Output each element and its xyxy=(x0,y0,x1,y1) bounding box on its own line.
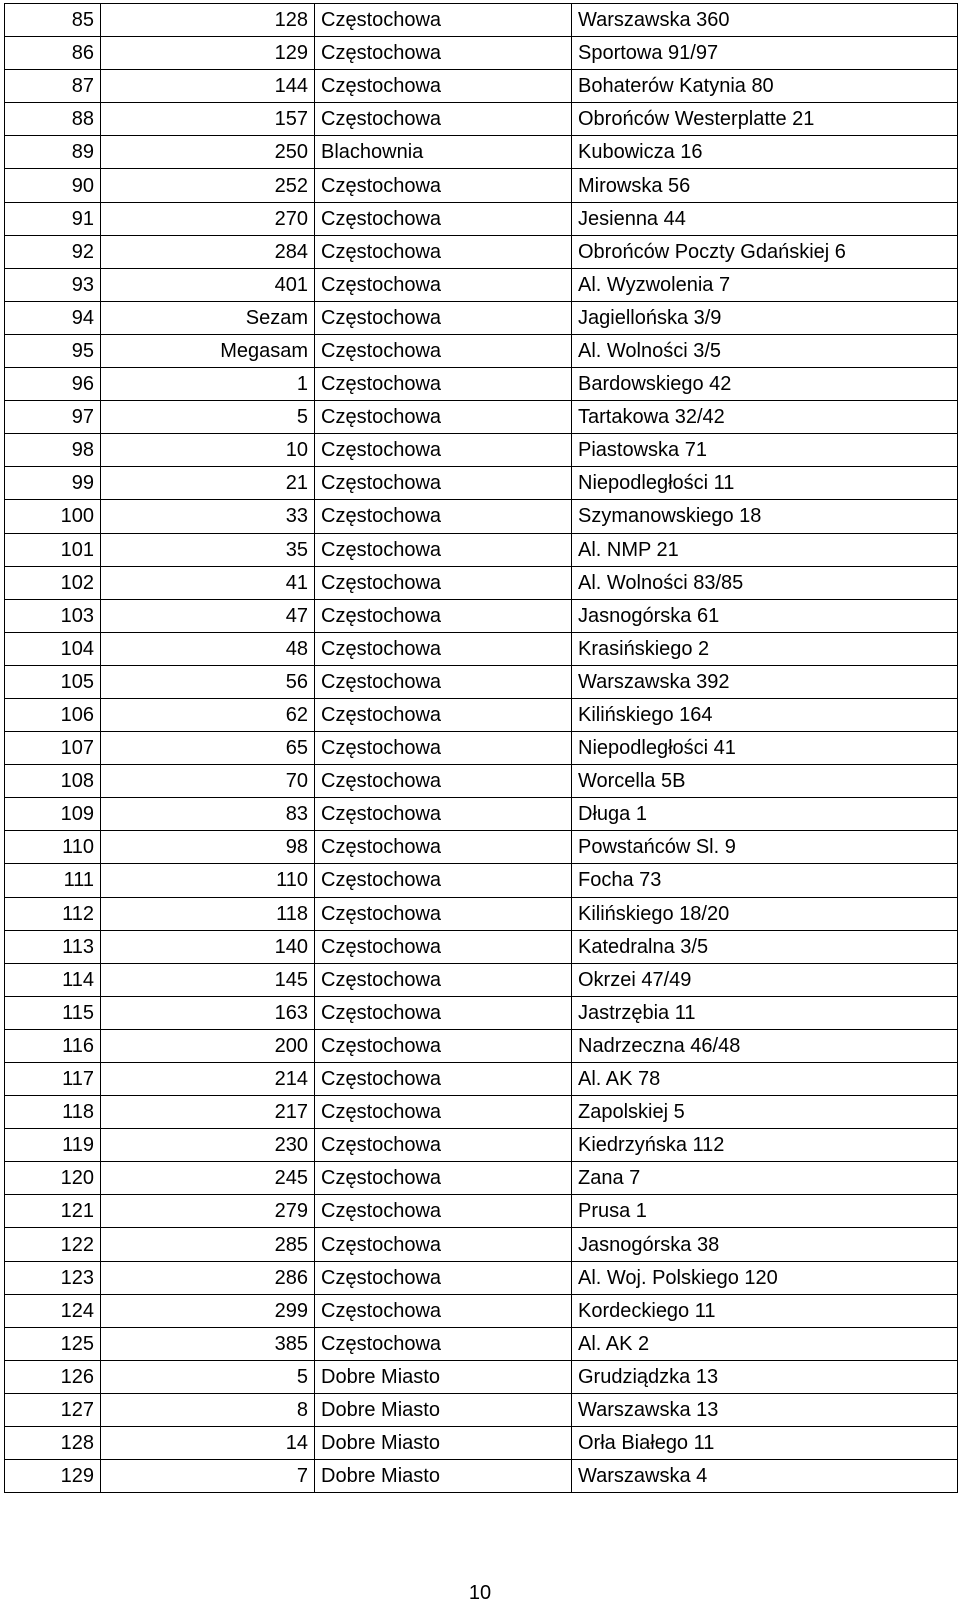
address-cell: Al. Wyzwolenia 7 xyxy=(572,268,958,301)
address-cell: Obrońców Poczty Gdańskiej 6 xyxy=(572,235,958,268)
row-number-cell: 102 xyxy=(5,566,101,599)
row-number-cell: 117 xyxy=(5,1063,101,1096)
address-cell: Prusa 1 xyxy=(572,1195,958,1228)
location-code-cell: 145 xyxy=(101,963,315,996)
city-cell: Częstochowa xyxy=(315,235,572,268)
city-cell: Dobre Miasto xyxy=(315,1360,572,1393)
row-number-cell: 109 xyxy=(5,798,101,831)
table-body xyxy=(5,4,958,1493)
location-code-cell: 214 xyxy=(101,1063,315,1096)
row-number-cell: 85 xyxy=(5,4,101,37)
table-row xyxy=(5,1327,958,1360)
city-cell: Częstochowa xyxy=(315,434,572,467)
table-row xyxy=(5,401,958,434)
location-code-cell: 385 xyxy=(101,1327,315,1360)
city-cell: Częstochowa xyxy=(315,169,572,202)
city-cell: Częstochowa xyxy=(315,533,572,566)
location-code-cell: 245 xyxy=(101,1162,315,1195)
address-cell: Focha 73 xyxy=(572,864,958,897)
row-number-cell: 90 xyxy=(5,169,101,202)
address-cell: Kordeckiego 11 xyxy=(572,1294,958,1327)
city-cell: Częstochowa xyxy=(315,103,572,136)
row-number-cell: 104 xyxy=(5,632,101,665)
location-code-cell: 41 xyxy=(101,566,315,599)
row-number-cell: 129 xyxy=(5,1460,101,1493)
location-code-cell: 128 xyxy=(101,4,315,37)
city-cell: Częstochowa xyxy=(315,334,572,367)
city-cell: Częstochowa xyxy=(315,1029,572,1062)
city-cell: Blachownia xyxy=(315,136,572,169)
row-number-cell: 87 xyxy=(5,70,101,103)
city-cell: Częstochowa xyxy=(315,1129,572,1162)
city-cell: Częstochowa xyxy=(315,963,572,996)
table-row xyxy=(5,1294,958,1327)
address-cell: Obrońców Westerplatte 21 xyxy=(572,103,958,136)
table-row xyxy=(5,268,958,301)
page-number: 10 xyxy=(468,1582,492,1604)
location-code-cell: 21 xyxy=(101,467,315,500)
location-code-cell: 118 xyxy=(101,897,315,930)
row-number-cell: 105 xyxy=(5,665,101,698)
row-number-cell: 94 xyxy=(5,301,101,334)
table-row xyxy=(5,1195,958,1228)
city-cell: Częstochowa xyxy=(315,368,572,401)
row-number-cell: 86 xyxy=(5,37,101,70)
address-cell: Długa 1 xyxy=(572,798,958,831)
location-code-cell: 286 xyxy=(101,1261,315,1294)
table-row xyxy=(5,732,958,765)
address-cell: Warszawska 4 xyxy=(572,1460,958,1493)
table-row xyxy=(5,4,958,37)
location-code-cell: 284 xyxy=(101,235,315,268)
city-cell: Częstochowa xyxy=(315,996,572,1029)
city-cell: Częstochowa xyxy=(315,1261,572,1294)
location-code-cell: 7 xyxy=(101,1460,315,1493)
location-code-cell: 157 xyxy=(101,103,315,136)
address-cell: Grudziądzka 13 xyxy=(572,1360,958,1393)
city-cell: Dobre Miasto xyxy=(315,1427,572,1460)
address-cell: Mirowska 56 xyxy=(572,169,958,202)
address-cell: Worcella 5B xyxy=(572,765,958,798)
city-cell: Częstochowa xyxy=(315,1096,572,1129)
location-code-cell: 230 xyxy=(101,1129,315,1162)
address-cell: Tartakowa 32/42 xyxy=(572,401,958,434)
address-cell: Bardowskiego 42 xyxy=(572,368,958,401)
location-code-cell: 140 xyxy=(101,930,315,963)
address-cell: Jasnogórska 38 xyxy=(572,1228,958,1261)
table-row xyxy=(5,1460,958,1493)
city-cell: Dobre Miasto xyxy=(315,1460,572,1493)
address-cell: Kilińskiego 18/20 xyxy=(572,897,958,930)
address-cell: Al. Woj. Polskiego 120 xyxy=(572,1261,958,1294)
city-cell: Częstochowa xyxy=(315,1195,572,1228)
location-code-cell: 252 xyxy=(101,169,315,202)
address-cell: Al. Wolności 3/5 xyxy=(572,334,958,367)
table-row xyxy=(5,1129,958,1162)
address-cell: Powstańców Sl. 9 xyxy=(572,831,958,864)
table-row xyxy=(5,930,958,963)
address-cell: Nadrzeczna 46/48 xyxy=(572,1029,958,1062)
row-number-cell: 89 xyxy=(5,136,101,169)
location-code-cell: 10 xyxy=(101,434,315,467)
row-number-cell: 91 xyxy=(5,202,101,235)
row-number-cell: 106 xyxy=(5,698,101,731)
city-cell: Częstochowa xyxy=(315,37,572,70)
table-row xyxy=(5,1029,958,1062)
address-cell: Sportowa 91/97 xyxy=(572,37,958,70)
location-code-cell: Sezam xyxy=(101,301,315,334)
table-row xyxy=(5,368,958,401)
table-row xyxy=(5,334,958,367)
table-row xyxy=(5,533,958,566)
location-code-cell: 47 xyxy=(101,599,315,632)
location-code-cell: 217 xyxy=(101,1096,315,1129)
row-number-cell: 118 xyxy=(5,1096,101,1129)
location-code-cell: 98 xyxy=(101,831,315,864)
row-number-cell: 124 xyxy=(5,1294,101,1327)
table-row xyxy=(5,1393,958,1426)
address-cell: Piastowska 71 xyxy=(572,434,958,467)
table-row xyxy=(5,1228,958,1261)
row-number-cell: 126 xyxy=(5,1360,101,1393)
location-code-cell: 56 xyxy=(101,665,315,698)
location-code-cell: 200 xyxy=(101,1029,315,1062)
table-row xyxy=(5,1063,958,1096)
city-cell: Częstochowa xyxy=(315,599,572,632)
row-number-cell: 107 xyxy=(5,732,101,765)
address-cell: Szymanowskiego 18 xyxy=(572,500,958,533)
table-row xyxy=(5,698,958,731)
city-cell: Częstochowa xyxy=(315,1327,572,1360)
location-code-cell: Megasam xyxy=(101,334,315,367)
table-row xyxy=(5,1096,958,1129)
location-code-cell: 129 xyxy=(101,37,315,70)
location-code-cell: 270 xyxy=(101,202,315,235)
row-number-cell: 98 xyxy=(5,434,101,467)
address-cell: Jesienna 44 xyxy=(572,202,958,235)
table-row xyxy=(5,1162,958,1195)
table-row xyxy=(5,996,958,1029)
table-row xyxy=(5,897,958,930)
city-cell: Częstochowa xyxy=(315,401,572,434)
table-row xyxy=(5,1360,958,1393)
address-cell: Kubowicza 16 xyxy=(572,136,958,169)
city-cell: Częstochowa xyxy=(315,1063,572,1096)
location-code-cell: 48 xyxy=(101,632,315,665)
location-code-cell: 110 xyxy=(101,864,315,897)
row-number-cell: 92 xyxy=(5,235,101,268)
row-number-cell: 99 xyxy=(5,467,101,500)
city-cell: Częstochowa xyxy=(315,897,572,930)
table-row xyxy=(5,500,958,533)
address-cell: Kiedrzyńska 112 xyxy=(572,1129,958,1162)
row-number-cell: 113 xyxy=(5,930,101,963)
location-code-cell: 5 xyxy=(101,401,315,434)
city-cell: Częstochowa xyxy=(315,798,572,831)
city-cell: Częstochowa xyxy=(315,4,572,37)
location-code-cell: 1 xyxy=(101,368,315,401)
row-number-cell: 93 xyxy=(5,268,101,301)
locations-table xyxy=(4,3,958,1493)
address-cell: Warszawska 13 xyxy=(572,1393,958,1426)
address-cell: Warszawska 392 xyxy=(572,665,958,698)
location-code-cell: 285 xyxy=(101,1228,315,1261)
city-cell: Częstochowa xyxy=(315,70,572,103)
city-cell: Częstochowa xyxy=(315,566,572,599)
location-code-cell: 65 xyxy=(101,732,315,765)
address-cell: Zapolskiej 5 xyxy=(572,1096,958,1129)
row-number-cell: 97 xyxy=(5,401,101,434)
table-row xyxy=(5,765,958,798)
row-number-cell: 101 xyxy=(5,533,101,566)
city-cell: Częstochowa xyxy=(315,1228,572,1261)
city-cell: Częstochowa xyxy=(315,202,572,235)
row-number-cell: 127 xyxy=(5,1393,101,1426)
row-number-cell: 103 xyxy=(5,599,101,632)
table-row xyxy=(5,831,958,864)
table-row xyxy=(5,202,958,235)
row-number-cell: 116 xyxy=(5,1029,101,1062)
city-cell: Częstochowa xyxy=(315,665,572,698)
table-row xyxy=(5,1261,958,1294)
address-cell: Niepodległości 11 xyxy=(572,467,958,500)
table-row xyxy=(5,599,958,632)
table-row xyxy=(5,37,958,70)
address-cell: Orła Białego 11 xyxy=(572,1427,958,1460)
table-row xyxy=(5,70,958,103)
row-number-cell: 121 xyxy=(5,1195,101,1228)
table-row xyxy=(5,467,958,500)
address-cell: Bohaterów Katynia 80 xyxy=(572,70,958,103)
location-code-cell: 62 xyxy=(101,698,315,731)
location-code-cell: 8 xyxy=(101,1393,315,1426)
address-cell: Jasnogórska 61 xyxy=(572,599,958,632)
location-code-cell: 163 xyxy=(101,996,315,1029)
city-cell: Częstochowa xyxy=(315,467,572,500)
row-number-cell: 119 xyxy=(5,1129,101,1162)
row-number-cell: 96 xyxy=(5,368,101,401)
row-number-cell: 114 xyxy=(5,963,101,996)
address-cell: Kilińskiego 164 xyxy=(572,698,958,731)
location-code-cell: 250 xyxy=(101,136,315,169)
city-cell: Częstochowa xyxy=(315,831,572,864)
address-cell: Al. Wolności 83/85 xyxy=(572,566,958,599)
location-code-cell: 35 xyxy=(101,533,315,566)
address-cell: Al. NMP 21 xyxy=(572,533,958,566)
address-cell: Warszawska 360 xyxy=(572,4,958,37)
address-cell: Jastrzębia 11 xyxy=(572,996,958,1029)
row-number-cell: 108 xyxy=(5,765,101,798)
address-cell: Niepodległości 41 xyxy=(572,732,958,765)
row-number-cell: 123 xyxy=(5,1261,101,1294)
table-row xyxy=(5,1427,958,1460)
location-code-cell: 401 xyxy=(101,268,315,301)
location-code-cell: 33 xyxy=(101,500,315,533)
location-code-cell: 5 xyxy=(101,1360,315,1393)
location-code-cell: 83 xyxy=(101,798,315,831)
city-cell: Częstochowa xyxy=(315,765,572,798)
address-cell: Jagiellońska 3/9 xyxy=(572,301,958,334)
city-cell: Częstochowa xyxy=(315,864,572,897)
table-row xyxy=(5,434,958,467)
row-number-cell: 100 xyxy=(5,500,101,533)
location-code-cell: 279 xyxy=(101,1195,315,1228)
row-number-cell: 125 xyxy=(5,1327,101,1360)
row-number-cell: 111 xyxy=(5,864,101,897)
table-row xyxy=(5,169,958,202)
address-cell: Zana 7 xyxy=(572,1162,958,1195)
city-cell: Częstochowa xyxy=(315,698,572,731)
table-row xyxy=(5,235,958,268)
city-cell: Częstochowa xyxy=(315,930,572,963)
row-number-cell: 95 xyxy=(5,334,101,367)
table-row xyxy=(5,136,958,169)
location-code-cell: 70 xyxy=(101,765,315,798)
city-cell: Częstochowa xyxy=(315,632,572,665)
city-cell: Częstochowa xyxy=(315,268,572,301)
location-code-cell: 14 xyxy=(101,1427,315,1460)
location-code-cell: 299 xyxy=(101,1294,315,1327)
city-cell: Częstochowa xyxy=(315,732,572,765)
row-number-cell: 110 xyxy=(5,831,101,864)
table-row xyxy=(5,301,958,334)
table-row xyxy=(5,864,958,897)
city-cell: Częstochowa xyxy=(315,500,572,533)
table-row xyxy=(5,963,958,996)
table-row xyxy=(5,798,958,831)
row-number-cell: 88 xyxy=(5,103,101,136)
row-number-cell: 115 xyxy=(5,996,101,1029)
address-cell: Al. AK 78 xyxy=(572,1063,958,1096)
row-number-cell: 120 xyxy=(5,1162,101,1195)
table-row xyxy=(5,665,958,698)
row-number-cell: 122 xyxy=(5,1228,101,1261)
row-number-cell: 128 xyxy=(5,1427,101,1460)
location-code-cell: 144 xyxy=(101,70,315,103)
row-number-cell: 112 xyxy=(5,897,101,930)
table-row xyxy=(5,103,958,136)
address-cell: Krasińskiego 2 xyxy=(572,632,958,665)
address-cell: Katedralna 3/5 xyxy=(572,930,958,963)
address-cell: Okrzei 47/49 xyxy=(572,963,958,996)
table-row xyxy=(5,566,958,599)
city-cell: Dobre Miasto xyxy=(315,1393,572,1426)
city-cell: Częstochowa xyxy=(315,1294,572,1327)
address-cell: Al. AK 2 xyxy=(572,1327,958,1360)
table-row xyxy=(5,632,958,665)
city-cell: Częstochowa xyxy=(315,1162,572,1195)
city-cell: Częstochowa xyxy=(315,301,572,334)
